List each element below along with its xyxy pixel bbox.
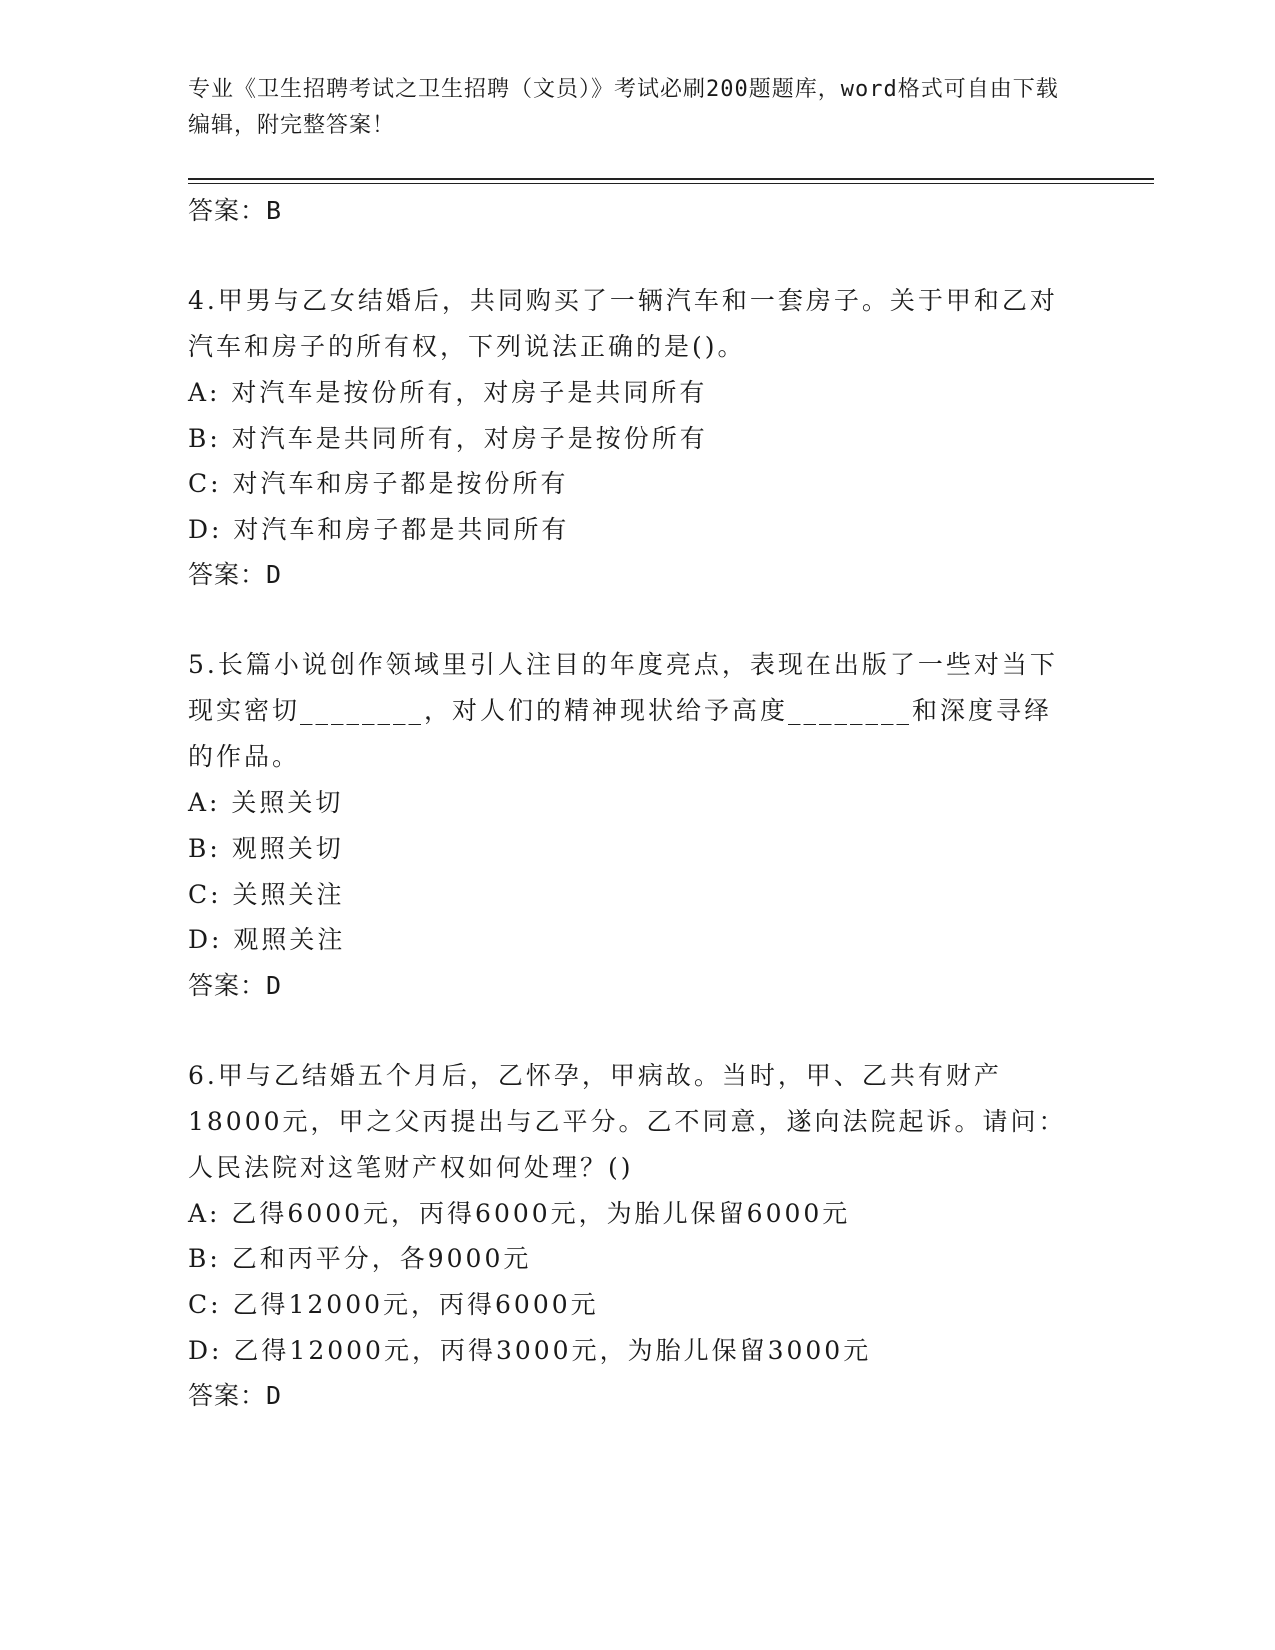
answer-line [188, 552, 1068, 598]
content-area [188, 188, 1068, 1419]
option-d: D: 对汽车和房子都是共同所有 [188, 514, 570, 544]
page-header: 专业《卫生招聘考试之卫生招聘（文员）》考试必刷200题题库，word格式可自由下载编辑，附完整答案！ [188, 77, 1059, 138]
option-a: A: 关照关切 [188, 788, 344, 818]
answer-value: D [266, 560, 283, 590]
option-c: C: 关照关注 [188, 879, 345, 909]
answer-label: 答案： [188, 560, 267, 590]
header-divider-thick [188, 178, 1154, 180]
answer-value: D [266, 1381, 283, 1411]
option-c: C: 对汽车和房子都是按份所有 [188, 469, 569, 499]
answer-label: 答案： [188, 970, 267, 1000]
option-a: A: 乙得6000元，丙得6000元，为胎儿保留6000元 [188, 1198, 851, 1228]
option-c: C: 乙得12000元，丙得6000元 [188, 1289, 599, 1319]
answer-value: D [266, 970, 283, 1000]
answer-label: 答案： [188, 196, 267, 225]
question-stem: 5.长篇小说创作领域里引人注目的年度亮点，表现在出版了一些对当下现实密切________，对人们的精神现状给予高度________和深度寻绎的作品。 [188, 650, 1058, 772]
question-stem: 6.甲与乙结婚五个月后，乙怀孕，甲病故。当时，甲、乙共有财产18000元，甲之父丙提出与乙平分。乙不同意，遂向法院起诉。请问：人民法院对这笔财产权如何处理？() [188, 1060, 1067, 1182]
question-block [188, 1053, 1068, 1419]
previous-answer-line [188, 188, 1068, 234]
option-b: B: 观照关切 [188, 833, 344, 863]
header-divider-thin [188, 183, 1154, 184]
question-block [188, 278, 1068, 598]
option-d: D: 观照关注 [188, 925, 346, 955]
question-stem: 4.甲男与乙女结婚后，共同购买了一辆汽车和一套房子。关于甲和乙对汽车和房子的所有权，下列说法正确的是()。 [188, 286, 1058, 361]
option-b: B: 对汽车是共同所有，对房子是按份所有 [188, 423, 708, 453]
option-a: A: 对汽车是按份所有，对房子是共同所有 [188, 378, 708, 407]
answer-label: 答案： [188, 1381, 267, 1411]
answer-line [188, 1373, 1068, 1419]
option-b: B: 乙和丙平分，各9000元 [188, 1244, 532, 1274]
answer-value: B [266, 196, 283, 225]
answer-line [188, 963, 1068, 1009]
option-d: D: 乙得12000元，丙得3000元，为胎儿保留3000元 [188, 1335, 872, 1365]
question-block [188, 642, 1068, 1008]
